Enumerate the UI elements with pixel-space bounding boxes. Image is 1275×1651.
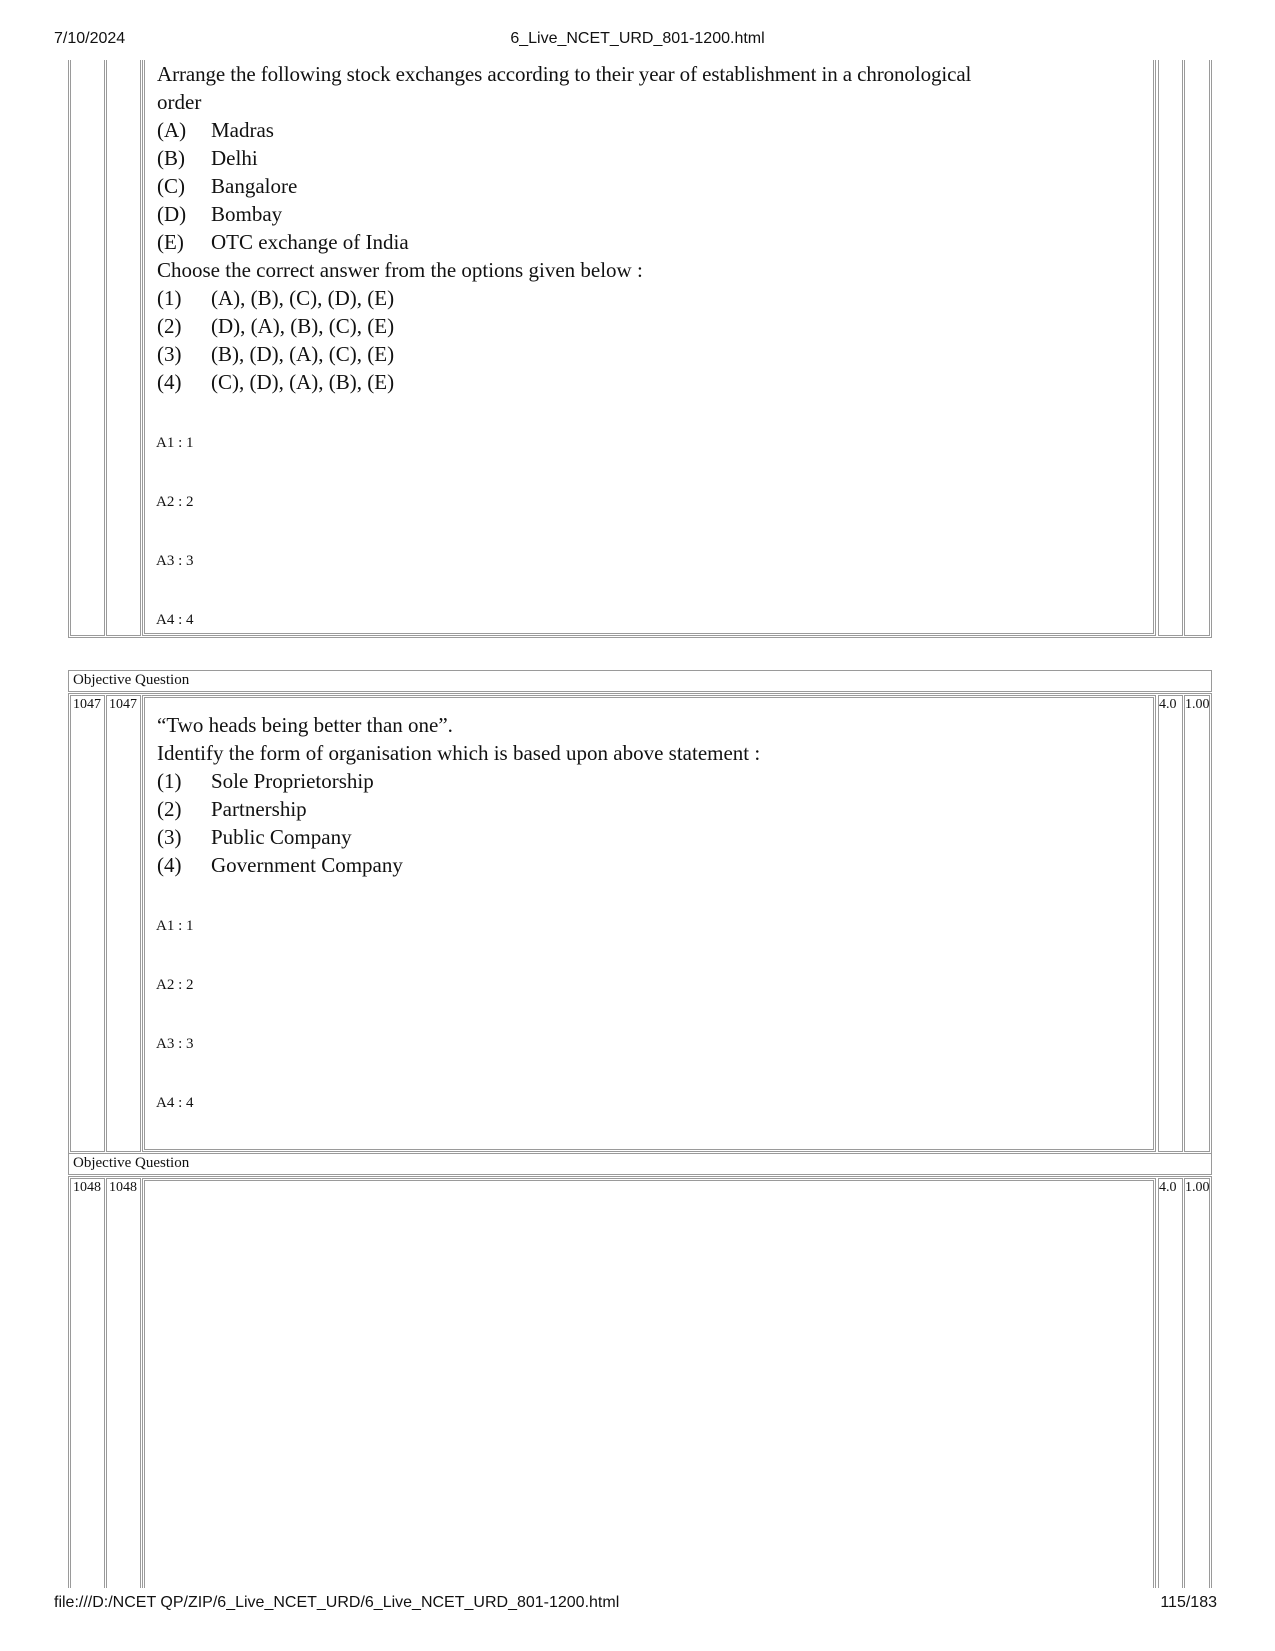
answer-option: A4 : 4 xyxy=(156,612,194,628)
question-1046-content xyxy=(157,60,971,396)
qid-cell xyxy=(106,60,141,636)
negative-cell xyxy=(1184,1178,1210,1588)
negative-cell xyxy=(1184,60,1210,636)
option-item: (3) (B), (D), (A), (C), (E) xyxy=(157,342,395,366)
option-item: (3) Public Company xyxy=(157,825,352,849)
option-item: (4) Government Company xyxy=(157,853,403,877)
section-header-row xyxy=(68,1153,1212,1175)
marks-cell xyxy=(1158,1178,1183,1588)
marks-cell xyxy=(1158,695,1183,1152)
question-stem: Identify the form of organisation which is based upon above statement : xyxy=(157,741,761,765)
sno-cell xyxy=(70,1178,105,1588)
list-item: (B) Delhi xyxy=(157,146,258,170)
section-header-row xyxy=(68,670,1212,692)
list-item: (D) Bombay xyxy=(157,202,283,226)
qid-cell xyxy=(106,1178,141,1588)
page-number: 115/183 xyxy=(1160,1594,1217,1611)
print-date: 7/10/2024 xyxy=(54,30,126,47)
list-item: (E) OTC exchange of India xyxy=(157,230,409,254)
negative-marks-value: 1.00 xyxy=(1185,1180,1210,1195)
document-title: 6_Live_NCET_URD_801-1200.html xyxy=(510,30,765,47)
answer-option: A3 : 3 xyxy=(156,553,194,569)
list-item: (C) Bangalore xyxy=(157,174,298,198)
answer-option: A1 : 1 xyxy=(156,918,194,934)
answer-option: A3 : 3 xyxy=(156,1036,194,1052)
sno-cell xyxy=(70,60,105,636)
serial-number: 1048 xyxy=(73,1180,101,1195)
question-stem: Arrange the following stock exchanges according to their year of establishment in a chronological xyxy=(157,62,972,86)
option-item: (4) (C), (D), (A), (B), (E) xyxy=(157,370,395,394)
option-item: (2) Partnership xyxy=(157,797,307,821)
answer-option: A1 : 1 xyxy=(156,435,194,451)
answer-option: A2 : 2 xyxy=(156,494,194,510)
answer-option: A4 : 4 xyxy=(156,1095,194,1111)
question-type-label: Objective Question xyxy=(73,1155,190,1171)
question-body-cell xyxy=(142,1178,1156,1588)
negative-cell xyxy=(1184,695,1210,1152)
list-item: (A) Madras xyxy=(157,118,274,142)
marks-value: 4.0 xyxy=(1159,1180,1177,1195)
question-stem: order xyxy=(157,90,202,114)
question-type-label: Objective Question xyxy=(73,672,190,688)
answer-option: A2 : 2 xyxy=(156,977,194,993)
option-item: (2) (D), (A), (B), (C), (E) xyxy=(157,314,395,338)
file-path: file:///D:/NCET QP/ZIP/6_Live_NCET_URD/6_Live_NCET_URD_801-1200.html xyxy=(54,1594,620,1611)
question-instruction: Choose the correct answer from the options given below : xyxy=(157,258,643,282)
marks-cell xyxy=(1158,60,1183,636)
serial-number: 1047 xyxy=(73,697,101,712)
sno-cell xyxy=(70,695,105,1152)
marks-value: 4.0 xyxy=(1159,697,1177,712)
option-item: (1) (A), (B), (C), (D), (E) xyxy=(157,286,395,310)
qid-cell xyxy=(106,695,141,1152)
question-id: 1047 xyxy=(109,697,137,712)
question-id: 1048 xyxy=(109,1180,137,1195)
negative-marks-value: 1.00 xyxy=(1185,697,1210,712)
question-1047-content xyxy=(157,711,760,879)
option-item: (1) Sole Proprietorship xyxy=(157,769,374,793)
question-stem: “Two heads being better than one”. xyxy=(157,713,453,737)
